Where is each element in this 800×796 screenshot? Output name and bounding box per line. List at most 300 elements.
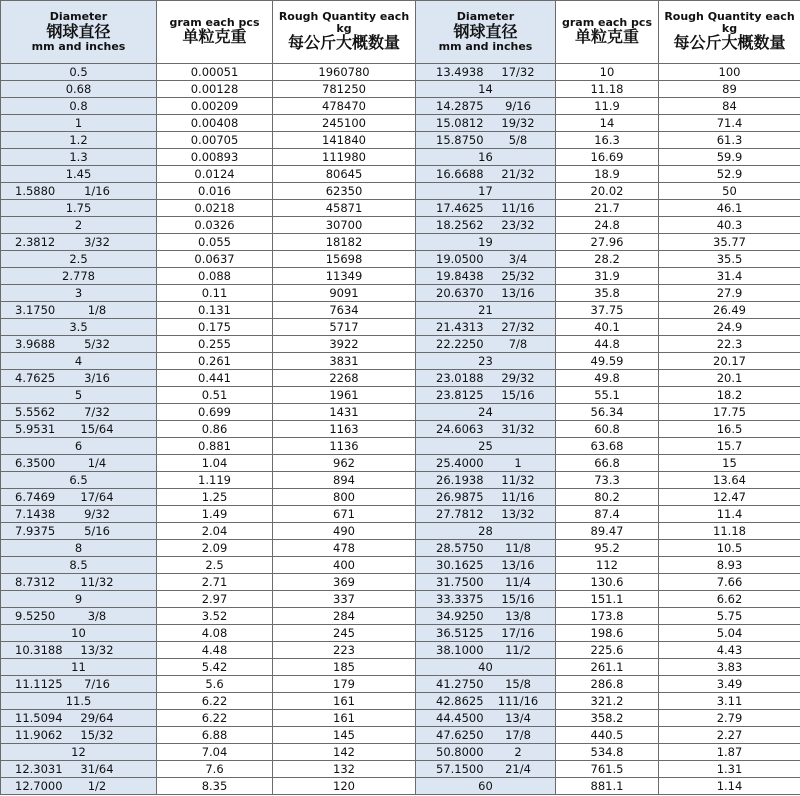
gram-cell-right: 55.1 <box>556 387 659 404</box>
gram-cell-left: 0.088 <box>157 268 273 285</box>
quantity-cell-right: 59.9 <box>659 149 800 166</box>
diameter-mm: 34.9250 <box>436 608 484 623</box>
diameter-cell-right <box>416 387 556 404</box>
diameter-cell-left <box>1 540 157 557</box>
quantity-cell-left: 962 <box>273 455 416 472</box>
diameter-inch: 3/8 <box>87 608 107 623</box>
diameter-mm: 11.1125 <box>15 676 63 691</box>
diameter-inch: 15/8 <box>505 676 531 691</box>
diameter-inch: 9/16 <box>505 98 531 113</box>
diameter-mm: 1 <box>74 115 83 130</box>
quantity-cell-left: 15698 <box>273 251 416 268</box>
diameter-cell-left <box>1 489 157 506</box>
gram-cell-right: 198.6 <box>556 625 659 642</box>
diameter-cell-left <box>1 591 157 608</box>
quantity-cell-left: 62350 <box>273 183 416 200</box>
diameter-mm: 6.5 <box>69 472 88 487</box>
diameter-cell-right <box>416 64 556 81</box>
diameter-mm: 23.8125 <box>436 387 484 402</box>
diameter-inch: 11/16 <box>501 200 535 215</box>
diameter-inch: 111/16 <box>497 693 539 708</box>
table-row <box>1 455 800 472</box>
quantity-cell-left: 161 <box>273 710 416 727</box>
gram-cell-left: 0.00051 <box>157 64 273 81</box>
quantity-cell-left: 45871 <box>273 200 416 217</box>
gram-cell-left: 0.055 <box>157 234 273 251</box>
diameter-mm: 15.8750 <box>436 132 484 147</box>
gram-cell-right: 60.8 <box>556 421 659 438</box>
diameter-inch: 5/8 <box>508 132 528 147</box>
diameter-mm: 50.8000 <box>436 744 484 759</box>
diameter-cell-right <box>416 727 556 744</box>
diameter-mm: 44.4500 <box>436 710 484 725</box>
diameter-cell-left <box>1 251 157 268</box>
diameter-cell-right <box>416 98 556 115</box>
diameter-mm: 0.8 <box>69 98 88 113</box>
diameter-inch: 13/4 <box>505 710 531 725</box>
diameter-mm: 23.0188 <box>436 370 484 385</box>
diameter-cell-right <box>416 540 556 557</box>
diameter-cell-right <box>416 166 556 183</box>
diameter-cell-left <box>1 455 157 472</box>
gram-cell-left: 4.48 <box>157 642 273 659</box>
diameter-cell-left <box>1 438 157 455</box>
gram-cell-right: 49.59 <box>556 353 659 370</box>
diameter-mm: 30.1625 <box>436 557 484 572</box>
quantity-cell-left: 5717 <box>273 319 416 336</box>
gram-cell-right: 56.34 <box>556 404 659 421</box>
diameter-mm: 21 <box>478 302 493 317</box>
table-row <box>1 421 800 438</box>
table-row <box>1 404 800 421</box>
table-row <box>1 268 800 285</box>
quantity-cell-left: 781250 <box>273 81 416 98</box>
diameter-cell-right <box>416 693 556 710</box>
quantity-cell-left: 30700 <box>273 217 416 234</box>
table-row <box>1 506 800 523</box>
diameter-mm: 19.8438 <box>436 268 484 283</box>
diameter-inch: 23/32 <box>501 217 535 232</box>
quantity-cell-left: 161 <box>273 693 416 710</box>
table-row <box>1 438 800 455</box>
header-gram-cn: 单粒克重 <box>182 27 247 47</box>
diameter-mm: 28 <box>478 523 493 538</box>
gram-cell-left: 0.0124 <box>157 166 273 183</box>
diameter-cell-left <box>1 744 157 761</box>
table-row <box>1 778 800 795</box>
table-row <box>1 81 800 98</box>
diameter-cell-right <box>416 506 556 523</box>
diameter-cell-left <box>1 506 157 523</box>
diameter-inch: 15/16 <box>501 591 535 606</box>
diameter-inch: 7/32 <box>84 404 110 419</box>
diameter-mm: 22.2250 <box>436 336 484 351</box>
diameter-mm: 10 <box>71 625 86 640</box>
diameter-mm: 14.2875 <box>436 98 484 113</box>
diameter-mm: 0.68 <box>65 81 92 96</box>
diameter-mm: 9.5250 <box>15 608 56 623</box>
table-row <box>1 727 800 744</box>
quantity-cell-left: 478 <box>273 540 416 557</box>
diameter-cell-left <box>1 523 157 540</box>
quantity-cell-left: 18182 <box>273 234 416 251</box>
diameter-mm: 5.9531 <box>15 421 56 436</box>
diameter-cell-left <box>1 336 157 353</box>
gram-cell-right: 49.8 <box>556 370 659 387</box>
diameter-cell-right <box>416 115 556 132</box>
diameter-cell-left <box>1 64 157 81</box>
gram-cell-right: 151.1 <box>556 591 659 608</box>
gram-cell-left: 0.86 <box>157 421 273 438</box>
gram-cell-right: 16.69 <box>556 149 659 166</box>
diameter-mm: 8.7312 <box>15 574 56 589</box>
diameter-inch: 21/4 <box>505 761 531 776</box>
diameter-mm: 11.9062 <box>15 727 63 742</box>
diameter-mm: 6.7469 <box>15 489 56 504</box>
diameter-cell-left <box>1 285 157 302</box>
diameter-inch: 29/32 <box>501 370 535 385</box>
gram-cell-right: 63.68 <box>556 438 659 455</box>
diameter-mm: 14 <box>478 81 493 96</box>
gram-cell-left: 6.22 <box>157 710 273 727</box>
table-row <box>1 472 800 489</box>
gram-cell-left: 7.6 <box>157 761 273 778</box>
diameter-inch: 11/4 <box>505 574 531 589</box>
diameter-cell-right <box>416 455 556 472</box>
quantity-cell-right: 100 <box>659 64 800 81</box>
table-row <box>1 166 800 183</box>
quantity-cell-left: 284 <box>273 608 416 625</box>
diameter-cell-left <box>1 234 157 251</box>
diameter-mm: 8.5 <box>69 557 88 572</box>
diameter-mm: 11.5 <box>65 693 92 708</box>
diameter-cell-right <box>416 574 556 591</box>
gram-cell-right: 440.5 <box>556 727 659 744</box>
diameter-mm: 27.7812 <box>436 506 484 521</box>
quantity-cell-left: 1961 <box>273 387 416 404</box>
table-row <box>1 523 800 540</box>
quantity-cell-right: 10.5 <box>659 540 800 557</box>
quantity-cell-left: 3922 <box>273 336 416 353</box>
quantity-cell-left: 1136 <box>273 438 416 455</box>
diameter-cell-left <box>1 370 157 387</box>
quantity-cell-right: 5.75 <box>659 608 800 625</box>
gram-cell-left: 0.016 <box>157 183 273 200</box>
diameter-mm: 10.3188 <box>15 642 63 657</box>
gram-cell-left: 1.04 <box>157 455 273 472</box>
diameter-cell-right <box>416 302 556 319</box>
diameter-mm: 40 <box>478 659 493 674</box>
quantity-cell-right: 20.17 <box>659 353 800 370</box>
gram-cell-right: 80.2 <box>556 489 659 506</box>
diameter-inch: 3/4 <box>508 251 528 266</box>
gram-cell-right: 10 <box>556 64 659 81</box>
gram-cell-left: 0.00893 <box>157 149 273 166</box>
quantity-cell-right: 15 <box>659 455 800 472</box>
quantity-cell-right: 40.3 <box>659 217 800 234</box>
gram-cell-left: 1.25 <box>157 489 273 506</box>
gram-cell-right: 35.8 <box>556 285 659 302</box>
diameter-cell-right <box>416 251 556 268</box>
diameter-mm: 1.2 <box>69 132 88 147</box>
diameter-inch: 21/32 <box>501 166 535 181</box>
quantity-cell-left: 1163 <box>273 421 416 438</box>
table-row <box>1 659 800 676</box>
quantity-cell-right: 3.11 <box>659 693 800 710</box>
diameter-mm: 3.5 <box>69 319 88 334</box>
gram-cell-right: 37.75 <box>556 302 659 319</box>
diameter-mm: 26.9875 <box>436 489 484 504</box>
table-row <box>1 557 800 574</box>
diameter-cell-left <box>1 115 157 132</box>
diameter-inch: 1/16 <box>84 183 110 198</box>
table-row <box>1 285 800 302</box>
diameter-cell-left <box>1 200 157 217</box>
table-row <box>1 676 800 693</box>
quantity-cell-right: 22.3 <box>659 336 800 353</box>
diameter-inch: 27/32 <box>501 319 535 334</box>
diameter-mm: 17 <box>478 183 493 198</box>
diameter-cell-right <box>416 523 556 540</box>
diameter-mm: 1.5880 <box>15 183 56 198</box>
diameter-cell-left <box>1 268 157 285</box>
quantity-cell-right: 12.47 <box>659 489 800 506</box>
diameter-cell-right <box>416 778 556 795</box>
diameter-inch: 29/64 <box>80 710 114 725</box>
quantity-cell-right: 46.1 <box>659 200 800 217</box>
diameter-cell-left <box>1 778 157 795</box>
header-diameter-left <box>1 1 157 64</box>
diameter-inch: 13/32 <box>501 506 535 521</box>
header-diameter-en: Diameter <box>49 10 108 24</box>
diameter-mm: 6 <box>74 438 83 453</box>
diameter-cell-right <box>416 336 556 353</box>
diameter-mm: 41.2750 <box>436 676 484 691</box>
gram-cell-right: 534.8 <box>556 744 659 761</box>
table-row <box>1 489 800 506</box>
gram-cell-left: 4.08 <box>157 625 273 642</box>
table-row <box>1 370 800 387</box>
quantity-cell-right: 3.83 <box>659 659 800 676</box>
diameter-cell-right <box>416 183 556 200</box>
gram-cell-left: 0.261 <box>157 353 273 370</box>
quantity-cell-left: 894 <box>273 472 416 489</box>
diameter-mm: 31.7500 <box>436 574 484 589</box>
table-row <box>1 608 800 625</box>
diameter-mm: 2.778 <box>62 268 95 283</box>
diameter-mm: 12 <box>71 744 86 759</box>
table-row <box>1 217 800 234</box>
table-row <box>1 625 800 642</box>
diameter-cell-right <box>416 625 556 642</box>
diameter-inch: 1/8 <box>87 302 107 317</box>
diameter-inch: 3/32 <box>84 234 110 249</box>
diameter-inch: 13/16 <box>501 285 535 300</box>
gram-cell-left: 0.00408 <box>157 115 273 132</box>
table-row <box>1 761 800 778</box>
diameter-mm: 3.9688 <box>15 336 56 351</box>
quantity-cell-right: 2.27 <box>659 727 800 744</box>
table-row <box>1 353 800 370</box>
diameter-cell-left <box>1 421 157 438</box>
diameter-inch: 11/8 <box>505 540 531 555</box>
quantity-cell-left: 800 <box>273 489 416 506</box>
quantity-cell-left: 245 <box>273 625 416 642</box>
diameter-mm: 4.7625 <box>15 370 56 385</box>
gram-cell-right: 173.8 <box>556 608 659 625</box>
diameter-inch: 11/32 <box>501 472 535 487</box>
quantity-cell-right: 89 <box>659 81 800 98</box>
diameter-inch: 1 <box>514 455 522 470</box>
diameter-inch: 11/2 <box>505 642 531 657</box>
diameter-mm: 12.3031 <box>15 761 63 776</box>
quantity-cell-right: 11.4 <box>659 506 800 523</box>
diameter-cell-right <box>416 370 556 387</box>
gram-cell-right: 261.1 <box>556 659 659 676</box>
quantity-cell-left: 369 <box>273 574 416 591</box>
gram-cell-left: 2.97 <box>157 591 273 608</box>
header-diameter-units: mm and inches <box>31 40 126 54</box>
quantity-cell-right: 1.14 <box>659 778 800 795</box>
quantity-cell-left: 7634 <box>273 302 416 319</box>
diameter-inch: 11/32 <box>80 574 114 589</box>
header-diameter-cn: 钢球直径 <box>46 21 111 41</box>
diameter-inch: 25/32 <box>501 268 535 283</box>
header-gram-left <box>157 1 273 64</box>
diameter-mm: 7.1438 <box>15 506 56 521</box>
diameter-inch: 15/32 <box>80 727 114 742</box>
diameter-inch: 11/16 <box>501 489 535 504</box>
gram-cell-left: 6.88 <box>157 727 273 744</box>
gram-cell-left: 0.11 <box>157 285 273 302</box>
diameter-inch: 31/32 <box>501 421 535 436</box>
table-row <box>1 744 800 761</box>
quantity-cell-left: 2268 <box>273 370 416 387</box>
diameter-cell-right <box>416 217 556 234</box>
gram-cell-left: 3.52 <box>157 608 273 625</box>
quantity-cell-right: 24.9 <box>659 319 800 336</box>
table-row <box>1 149 800 166</box>
gram-cell-right: 881.1 <box>556 778 659 795</box>
gram-cell-left: 0.00128 <box>157 81 273 98</box>
diameter-mm: 21.4313 <box>436 319 484 334</box>
diameter-inch: 5/32 <box>84 336 110 351</box>
diameter-inch: 1/4 <box>87 455 107 470</box>
diameter-mm: 16.6688 <box>436 166 484 181</box>
diameter-mm: 1.3 <box>69 149 88 164</box>
quantity-cell-right: 2.79 <box>659 710 800 727</box>
diameter-cell-left <box>1 659 157 676</box>
quantity-cell-left: 245100 <box>273 115 416 132</box>
gram-cell-right: 89.47 <box>556 523 659 540</box>
diameter-mm: 1.75 <box>65 200 92 215</box>
quantity-cell-left: 11349 <box>273 268 416 285</box>
gram-cell-left: 0.51 <box>157 387 273 404</box>
diameter-mm: 1.45 <box>65 166 92 181</box>
gram-cell-left: 0.131 <box>157 302 273 319</box>
diameter-cell-left <box>1 302 157 319</box>
table-row <box>1 540 800 557</box>
gram-cell-left: 0.699 <box>157 404 273 421</box>
header-diameter-units: mm and inches <box>438 40 533 54</box>
diameter-cell-right <box>416 489 556 506</box>
diameter-cell-right <box>416 676 556 693</box>
diameter-mm: 47.6250 <box>436 727 484 742</box>
quantity-cell-right: 15.7 <box>659 438 800 455</box>
quantity-cell-left: 142 <box>273 744 416 761</box>
header-qty-left <box>273 1 416 64</box>
diameter-cell-right <box>416 608 556 625</box>
gram-cell-right: 73.3 <box>556 472 659 489</box>
quantity-cell-left: 1431 <box>273 404 416 421</box>
diameter-inch: 3/16 <box>84 370 110 385</box>
gram-cell-left: 0.0637 <box>157 251 273 268</box>
quantity-cell-right: 18.2 <box>659 387 800 404</box>
header-qty-cn: 每公斤大概数量 <box>673 33 786 53</box>
quantity-cell-left: 3831 <box>273 353 416 370</box>
diameter-inch: 17/16 <box>501 625 535 640</box>
table-row <box>1 710 800 727</box>
diameter-cell-right <box>416 438 556 455</box>
diameter-mm: 36.5125 <box>436 625 484 640</box>
diameter-inch: 13/8 <box>505 608 531 623</box>
gram-cell-right: 130.6 <box>556 574 659 591</box>
diameter-cell-right <box>416 404 556 421</box>
diameter-mm: 2 <box>74 217 83 232</box>
diameter-inch: 13/32 <box>80 642 114 657</box>
table-row <box>1 98 800 115</box>
gram-cell-right: 40.1 <box>556 319 659 336</box>
diameter-mm: 19 <box>478 234 493 249</box>
gram-cell-right: 11.9 <box>556 98 659 115</box>
diameter-mm: 11 <box>71 659 86 674</box>
quantity-cell-left: 337 <box>273 591 416 608</box>
gram-cell-right: 11.18 <box>556 81 659 98</box>
gram-cell-right: 27.96 <box>556 234 659 251</box>
diameter-cell-left <box>1 693 157 710</box>
header-gram-en: gram each pcs <box>561 15 653 29</box>
quantity-cell-right: 11.18 <box>659 523 800 540</box>
header-qty-en: Rough Quantity each kg <box>664 10 795 35</box>
diameter-mm: 6.3500 <box>15 455 56 470</box>
diameter-cell-left <box>1 98 157 115</box>
diameter-inch: 1/2 <box>87 778 107 793</box>
diameter-cell-left <box>1 319 157 336</box>
quantity-cell-left: 185 <box>273 659 416 676</box>
diameter-cell-right <box>416 353 556 370</box>
table-row <box>1 183 800 200</box>
table-row <box>1 302 800 319</box>
diameter-inch: 5/16 <box>84 523 110 538</box>
quantity-cell-right: 5.04 <box>659 625 800 642</box>
quantity-cell-left: 132 <box>273 761 416 778</box>
quantity-cell-left: 120 <box>273 778 416 795</box>
diameter-inch: 17/64 <box>80 489 114 504</box>
diameter-inch: 17/8 <box>505 727 531 742</box>
diameter-cell-left <box>1 676 157 693</box>
diameter-inch: 31/64 <box>80 761 114 776</box>
diameter-cell-left <box>1 574 157 591</box>
gram-cell-right: 87.4 <box>556 506 659 523</box>
gram-cell-right: 321.2 <box>556 693 659 710</box>
diameter-cell-right <box>416 200 556 217</box>
gram-cell-right: 28.2 <box>556 251 659 268</box>
gram-cell-left: 2.71 <box>157 574 273 591</box>
quantity-cell-left: 1960780 <box>273 64 416 81</box>
quantity-cell-right: 31.4 <box>659 268 800 285</box>
quantity-cell-right: 1.31 <box>659 761 800 778</box>
diameter-cell-right <box>416 591 556 608</box>
